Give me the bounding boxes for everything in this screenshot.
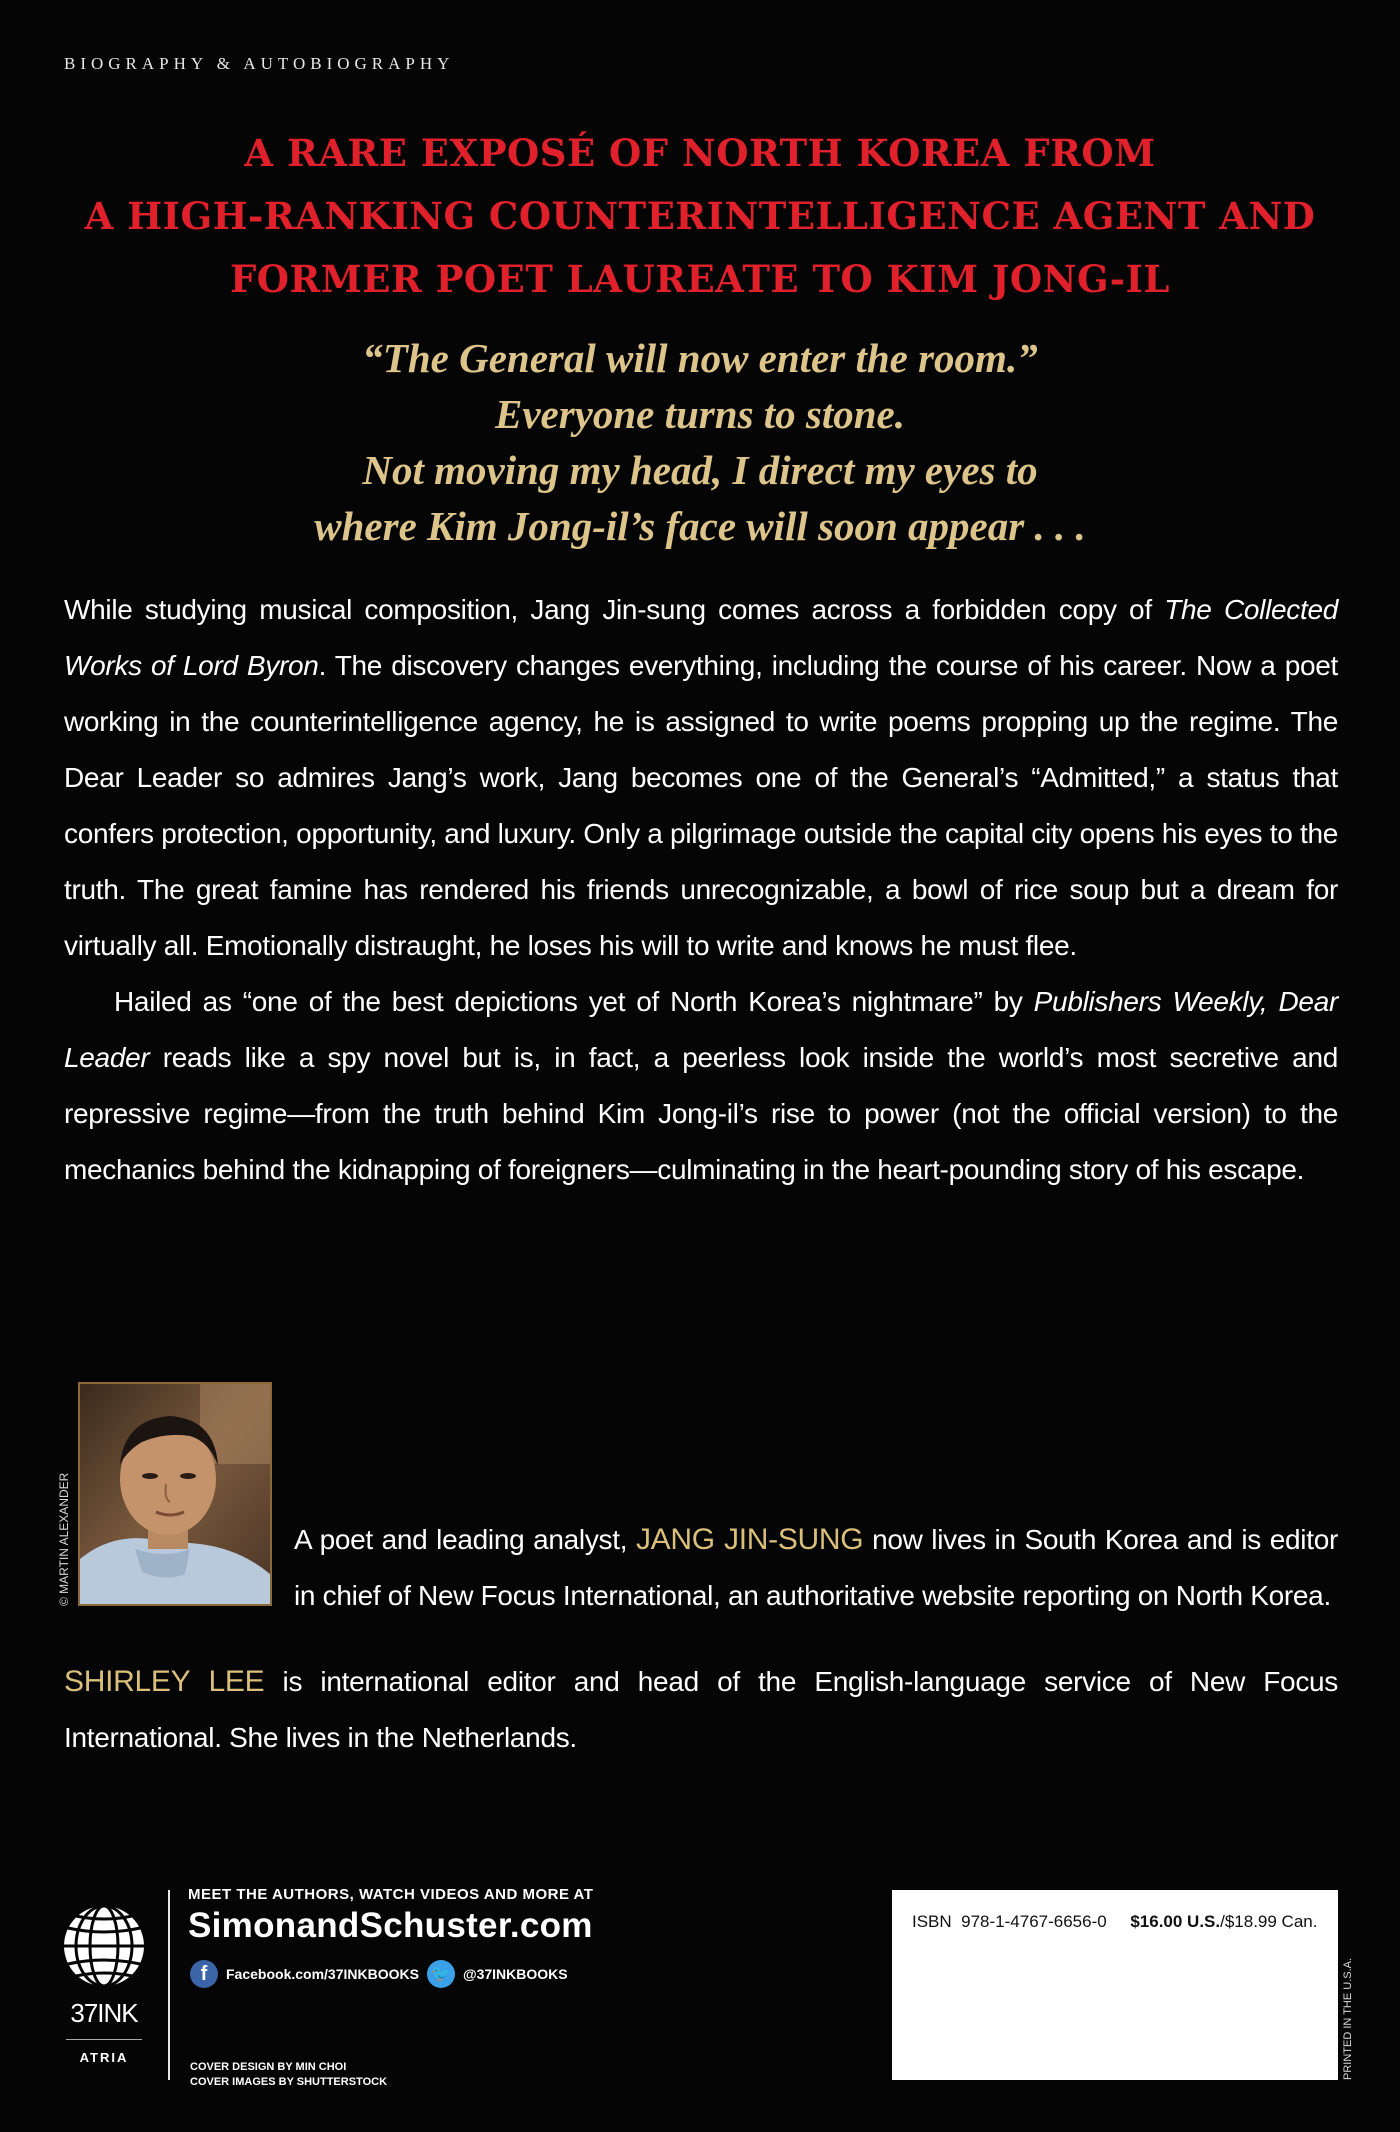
parent-imprint: ATRIA [79, 2050, 129, 2065]
category-label: BIOGRAPHY & AUTOBIOGRAPHY [64, 54, 455, 73]
imprint-name: 37INK [70, 1998, 138, 2028]
publisher-logo [62, 1902, 146, 2065]
facebook-link[interactable]: Facebook.com/37INKBOOKS [226, 1966, 419, 1982]
book-description [64, 582, 1338, 1198]
description-paragraph: Hailed as “one of the best depictions yet of North Korea’s nightmare” by Publishers Weekly, Dear Leader reads like a spy novel but is, in fact, a peerless look inside the world’s most secretive and repressive regime—from the truth behind Kim Jong-il’s rise to power (not the official version) to the mechanics behind the kidnapping of foreigners—culminating in the heart-pounding story of his escape. [64, 986, 1338, 1185]
isbn-label: ISBN [912, 1912, 952, 1931]
printed-in-label: PRINTED IN THE U.S.A. [1342, 1957, 1354, 2080]
isbn-number: 978-1-4767-6656-0 [961, 1912, 1107, 1931]
quote-line: where Kim Jong-il’s face will soon appear . . . [314, 503, 1086, 549]
price-can: /$18.99 Can. [1220, 1912, 1318, 1931]
pull-quote [0, 330, 1400, 554]
author-portrait-image [80, 1384, 270, 1604]
headline-line: FORMER POET LAUREATE TO KIM JONG-IL [230, 257, 1170, 301]
isbn-price-line [912, 1912, 1317, 1932]
headline [0, 122, 1400, 311]
publisher-website[interactable]: SimonandSchuster.com [188, 1906, 593, 1945]
cover-credits [190, 2060, 387, 2090]
book-title-byron: The Collected Works of Lord Byron [64, 594, 1338, 681]
cover-images-credit: COVER IMAGES BY SHUTTERSTOCK [190, 2076, 388, 2088]
vertical-divider [168, 1890, 170, 2080]
facebook-icon: f [190, 1960, 218, 1988]
author-name: JANG JIN-SUNG [635, 1523, 864, 1556]
translator-name: SHIRLEY LEE [64, 1665, 265, 1698]
barcode-box [892, 1890, 1338, 2080]
quote-line: Everyone turns to stone. [494, 391, 906, 437]
author-photo [78, 1382, 272, 1606]
twitter-handle[interactable]: @37INKBOOKS [462, 1966, 568, 1982]
headline-line: A HIGH-RANKING COUNTERINTELLIGENCE AGENT AND [84, 194, 1316, 238]
price-us: $16.00 U.S. [1130, 1912, 1221, 1931]
globe-logo-icon [62, 1902, 146, 1992]
translator-bio: SHIRLEY LEE is international editor and head of the English-language service of New Focus International. She lives in the Netherlands. [64, 1665, 1339, 1753]
headline-line: A RARE EXPOSÉ OF NORTH KOREA FROM [244, 131, 1156, 175]
publication-title: Publishers Weekly, Dear Leader [64, 986, 1338, 1073]
twitter-icon: 🐦 [427, 1960, 455, 1988]
social-links [190, 1960, 568, 1988]
description-paragraph: While studying musical composition, Jang Jin-sung comes across a forbidden copy of The Collected Works of Lord Byron. The discovery changes everything, including the course of his career. Now a poet working in the counterintelligence agency, he is assigned to write poems propping up the regime. The Dear Leader so admires Jang’s work, Jang becomes one of the General’s “Admitted,” a status that confers protection, opportunity, and luxury. Only a pilgrimage outside the capital city opens his eyes to the truth. The great famine has rendered his friends unrecognizable, a bowl of rice soup but a dream for virtually all. Emotionally distraught, he loses his will to write and knows he must flee. [64, 594, 1338, 961]
author-bio: A poet and leading analyst, JANG JIN-SUNG now lives in South Korea and is editor in chief of New Focus International, an authoritative website reporting on North Korea. [294, 1523, 1338, 1611]
logo-divider [66, 2039, 142, 2040]
quote-line: “The General will now enter the room.” [362, 335, 1038, 381]
cover-design-credit: COVER DESIGN BY MIN CHOI [190, 2061, 347, 2073]
meet-authors-line: MEET THE AUTHORS, WATCH VIDEOS AND MORE AT [188, 1886, 594, 1903]
quote-line: Not moving my head, I direct my eyes to [362, 447, 1038, 493]
photo-credit: © MARTIN ALEXANDER [57, 1472, 71, 1606]
